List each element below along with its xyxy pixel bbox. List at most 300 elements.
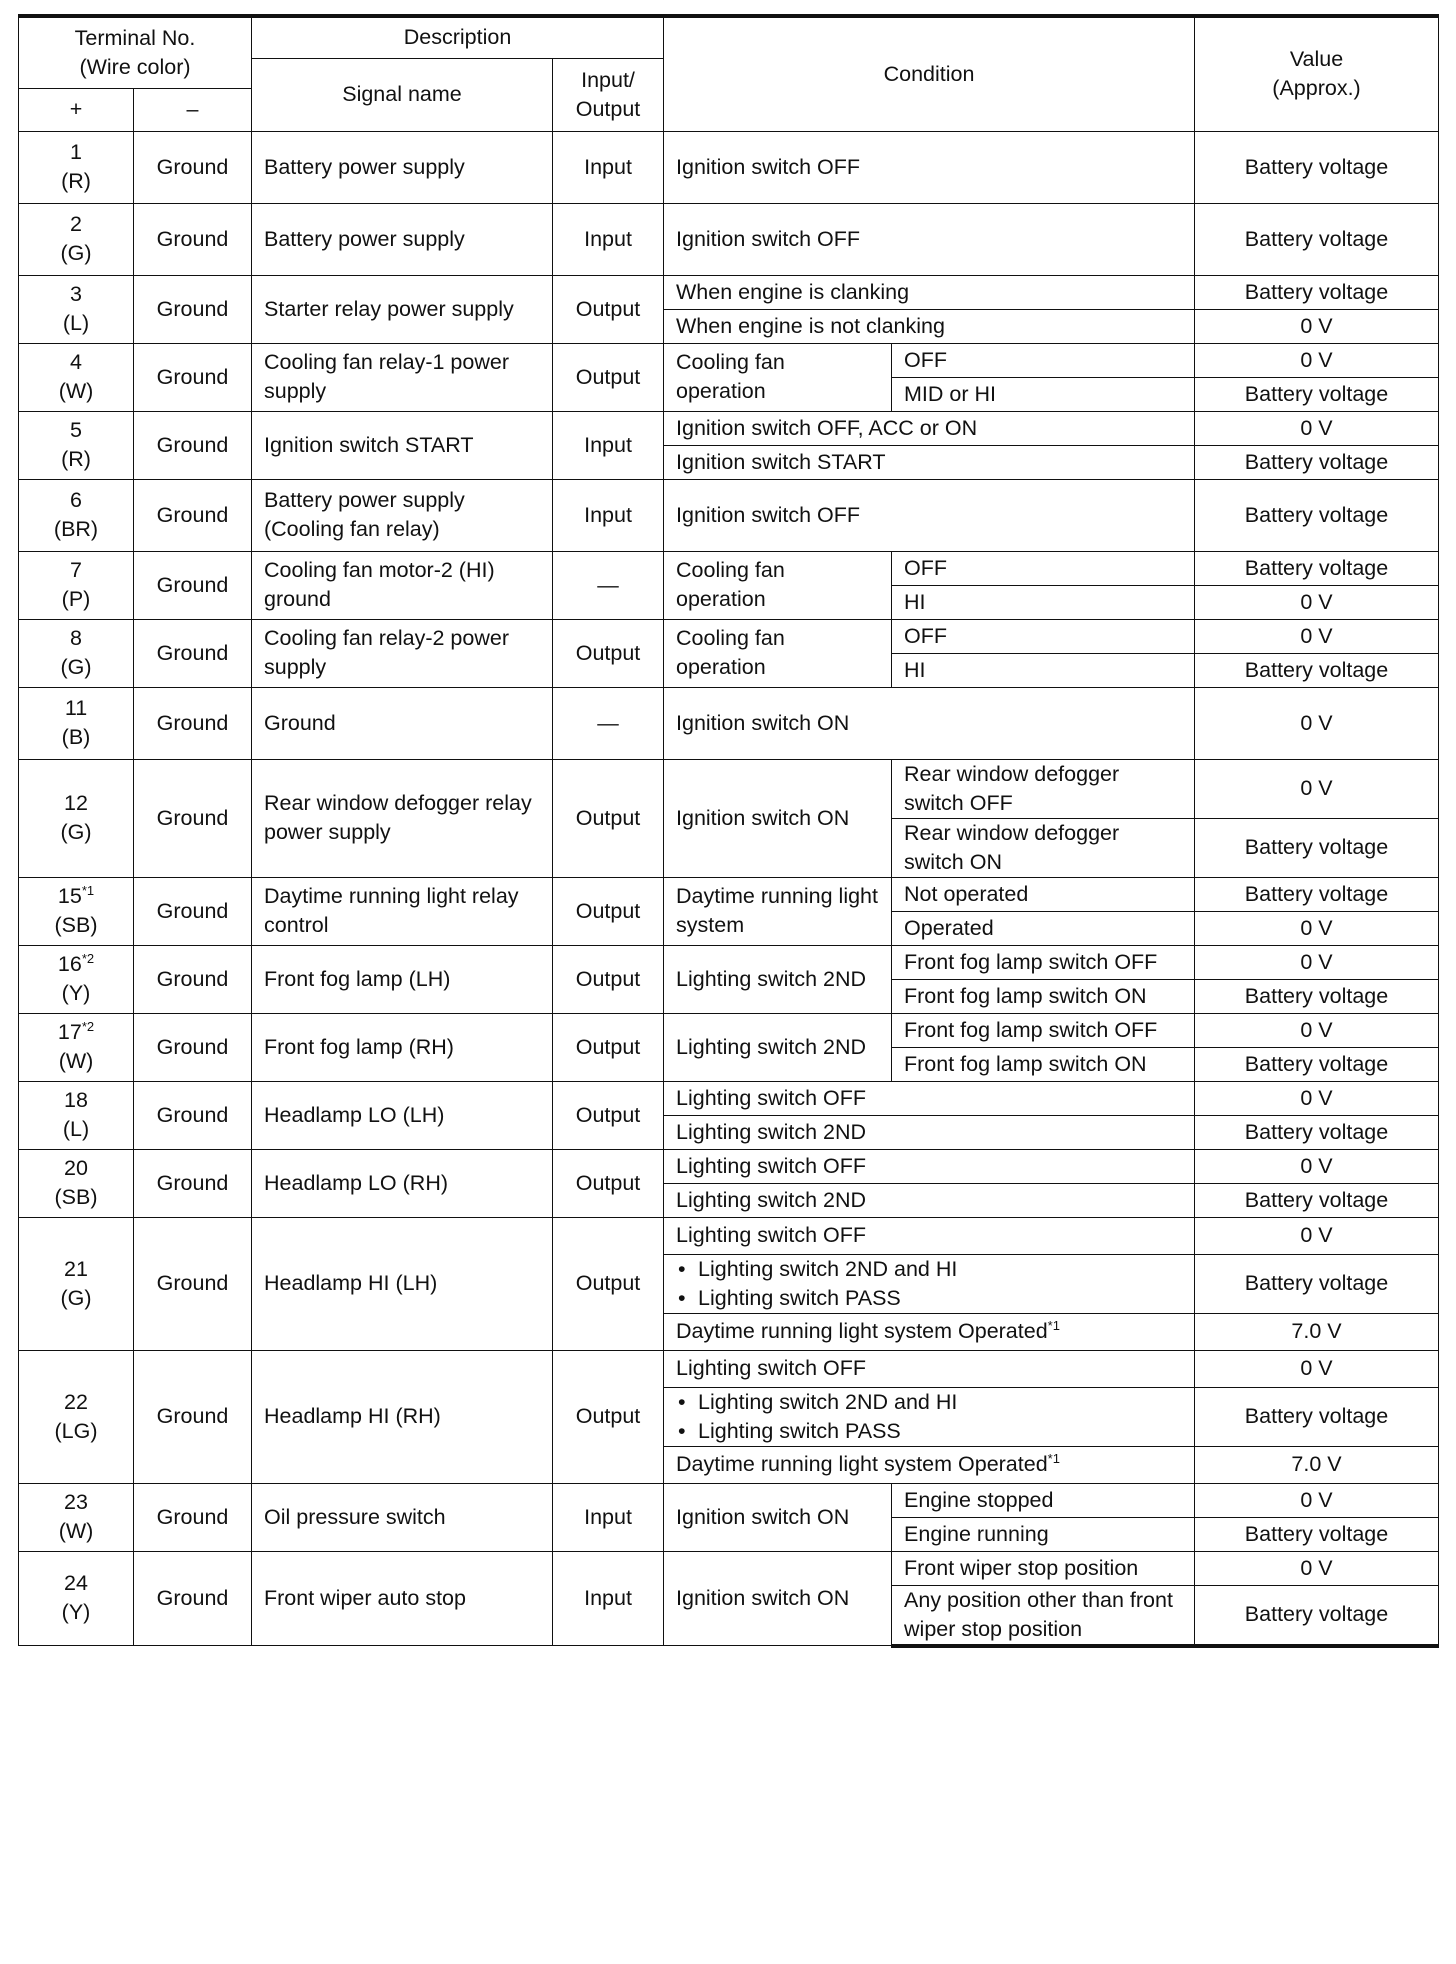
- wire-color: (G): [60, 820, 92, 844]
- negative-cell: [134, 479, 252, 551]
- signal-name-cell: [252, 1483, 553, 1551]
- sub-condition-cell: [892, 1013, 1195, 1047]
- condition: Lighting switch 2ND: [676, 1187, 867, 1212]
- sub-condition-cell: [892, 585, 1195, 619]
- terminal-number: 15: [57, 884, 82, 908]
- sub-condition-cell: [892, 1585, 1195, 1646]
- signal-name: Battery power supply: [264, 154, 465, 179]
- signal-name: Rear window defogger relay power supply: [264, 791, 532, 844]
- signal-name-cell: [252, 945, 553, 1013]
- terminal-cell: [19, 1149, 134, 1217]
- input-output-cell: [553, 1081, 664, 1149]
- table-row: [19, 1483, 1439, 1517]
- sub-condition: HI: [904, 589, 926, 614]
- value: Battery voltage: [1244, 983, 1389, 1008]
- wire-color: (L): [62, 1117, 90, 1141]
- negative-terminal: Ground: [156, 710, 229, 735]
- signal-name: Front fog lamp (LH): [264, 966, 451, 991]
- input-output: Input: [584, 502, 632, 527]
- signal-name: Headlamp LO (LH): [264, 1102, 445, 1127]
- value-cell: [1195, 275, 1439, 309]
- signal-name-cell: [252, 877, 553, 945]
- signal-name-cell: [252, 343, 553, 411]
- wire-color: (W): [58, 1049, 94, 1073]
- condition-cell: [664, 1446, 1195, 1483]
- value-cell: [1195, 343, 1439, 377]
- input-output: Input: [584, 1504, 632, 1529]
- value: 7.0 V: [1291, 1452, 1342, 1476]
- condition-bullet: • Lighting switch 2ND and HI: [676, 1255, 1182, 1284]
- sub-condition: HI: [904, 657, 926, 682]
- signal-name: Headlamp LO (RH): [264, 1170, 448, 1195]
- value: Battery voltage: [1244, 881, 1389, 906]
- condition-footnote: *1: [1047, 1317, 1060, 1333]
- value: Battery voltage: [1244, 657, 1389, 682]
- sub-condition: Front fog lamp switch OFF: [904, 1017, 1158, 1042]
- header-condition: Condition: [664, 16, 1195, 131]
- condition-group-cell: [664, 759, 892, 877]
- sub-condition-cell: [892, 551, 1195, 585]
- value: Battery voltage: [1244, 226, 1389, 251]
- value-cell: [1195, 585, 1439, 619]
- negative-cell: [134, 1551, 252, 1646]
- header-value-label: Value: [1289, 47, 1344, 72]
- negative-cell: [134, 203, 252, 275]
- sub-condition-cell: [892, 619, 1195, 653]
- table-row: [19, 1217, 1439, 1254]
- negative-terminal: Ground: [156, 364, 229, 389]
- value: Battery voltage: [1244, 835, 1389, 859]
- value-cell: [1195, 1387, 1439, 1446]
- condition-group: Ignition switch ON: [676, 805, 850, 830]
- condition-cell: [664, 1387, 1195, 1446]
- negative-cell: [134, 343, 252, 411]
- value: 7.0 V: [1291, 1319, 1342, 1343]
- value-cell: [1195, 479, 1439, 551]
- signal-name-cell: [252, 687, 553, 759]
- condition-cell: [664, 1313, 1195, 1350]
- table-row: [19, 1551, 1439, 1585]
- condition-cell: [664, 1115, 1195, 1149]
- terminal-number: 8: [70, 626, 82, 650]
- condition-cell: [664, 1350, 1195, 1387]
- signal-name-cell: [252, 1551, 553, 1646]
- value-cell: [1195, 1149, 1439, 1183]
- input-output: Output: [575, 1271, 641, 1295]
- header-value: [1195, 16, 1439, 131]
- table-row: [19, 1081, 1439, 1115]
- value: 0 V: [1300, 776, 1333, 800]
- negative-cell: [134, 945, 252, 1013]
- negative-terminal: Ground: [156, 1271, 229, 1295]
- sub-condition: Any position other than front wiper stop position: [904, 1587, 1173, 1641]
- sub-condition: MID or HI: [904, 381, 996, 406]
- input-output-cell: [553, 759, 664, 877]
- signal-name: Headlamp HI (RH): [264, 1404, 441, 1428]
- signal-name-cell: [252, 203, 553, 275]
- value: 0 V: [1300, 313, 1333, 338]
- sub-condition-cell: [892, 1551, 1195, 1585]
- terminal-cell: [19, 479, 134, 551]
- negative-terminal: Ground: [156, 502, 229, 527]
- negative-terminal: Ground: [156, 640, 229, 665]
- terminal-cell: [19, 411, 134, 479]
- condition-group: Cooling fan operation: [676, 350, 785, 403]
- terminal-cell: [19, 131, 134, 203]
- wire-color: (W): [58, 379, 94, 403]
- table-row: [19, 1013, 1439, 1047]
- value-cell: [1195, 687, 1439, 759]
- signal-name: Starter relay power supply: [264, 296, 514, 321]
- signal-name: Front wiper auto stop: [264, 1585, 466, 1610]
- terminal-cell: [19, 877, 134, 945]
- signal-name-cell: [252, 1081, 553, 1149]
- sub-condition-cell: [892, 1483, 1195, 1517]
- header-approx-label: (Approx.): [1272, 76, 1361, 101]
- value: 0 V: [1300, 589, 1333, 614]
- condition-group-cell: [664, 1483, 892, 1551]
- input-output-cell: [553, 1217, 664, 1350]
- input-output: Output: [575, 640, 641, 665]
- table-row: [19, 479, 1439, 551]
- table-row: [19, 619, 1439, 653]
- sub-condition: Front fog lamp switch OFF: [904, 949, 1158, 974]
- condition-bullet: • Lighting switch 2ND and HI: [676, 1388, 1182, 1417]
- condition: Lighting switch 2ND: [676, 1119, 867, 1144]
- value-cell: [1195, 1081, 1439, 1115]
- header-input-output: Input/ Output: [553, 58, 664, 131]
- condition: When engine is not clanking: [676, 313, 945, 338]
- input-output-cell: [553, 275, 664, 343]
- terminal-number: 1: [70, 140, 82, 164]
- condition: Ignition switch OFF, ACC or ON: [676, 415, 978, 440]
- condition-cell: [664, 1149, 1195, 1183]
- negative-terminal: Ground: [156, 1034, 229, 1059]
- wire-color: (Y): [61, 1600, 91, 1625]
- input-output: Output: [575, 898, 641, 923]
- signal-name-cell: [252, 131, 553, 203]
- value-cell: [1195, 945, 1439, 979]
- condition-cell: [664, 131, 1195, 203]
- value: Battery voltage: [1244, 1051, 1389, 1076]
- negative-terminal: Ground: [156, 296, 229, 321]
- condition-cell: [664, 275, 1195, 309]
- terminal-cell: [19, 687, 134, 759]
- input-output: Output: [575, 364, 641, 389]
- terminal-cell: [19, 551, 134, 619]
- input-output-cell: [553, 479, 664, 551]
- value-cell: [1195, 979, 1439, 1013]
- table-row: [19, 877, 1439, 911]
- condition-group-cell: [664, 945, 892, 1013]
- value: Battery voltage: [1244, 1119, 1389, 1144]
- value-cell: [1195, 203, 1439, 275]
- input-output-cell: [553, 619, 664, 687]
- terminal-number: 5: [70, 418, 82, 442]
- input-output: —: [597, 572, 619, 597]
- value: 0 V: [1300, 949, 1333, 974]
- sub-condition: Engine running: [904, 1521, 1049, 1546]
- value-cell: [1195, 1013, 1439, 1047]
- sub-condition: OFF: [904, 623, 948, 648]
- input-output-cell: [553, 411, 664, 479]
- negative-cell: [134, 1483, 252, 1551]
- terminal-cell: [19, 1013, 134, 1081]
- value: Battery voltage: [1244, 502, 1389, 527]
- value-cell: [1195, 1483, 1439, 1517]
- condition-footnote: *1: [1047, 1450, 1060, 1466]
- terminal-cell: [19, 759, 134, 877]
- value: 0 V: [1300, 623, 1333, 648]
- signal-name-cell: [252, 1013, 553, 1081]
- condition: Lighting switch OFF: [676, 1356, 866, 1380]
- signal-name: Cooling fan relay-1 power supply: [264, 350, 509, 403]
- value-cell: [1195, 377, 1439, 411]
- negative-terminal: Ground: [156, 966, 229, 991]
- sub-condition: Not operated: [904, 881, 1029, 906]
- value: 0 V: [1300, 347, 1333, 372]
- terminal-cell: [19, 275, 134, 343]
- negative-cell: [134, 1149, 252, 1217]
- terminal-cell: [19, 1081, 134, 1149]
- signal-name-cell: [252, 1149, 553, 1217]
- condition: Lighting switch OFF: [676, 1085, 866, 1110]
- terminal-cell: [19, 203, 134, 275]
- condition-group-cell: [664, 343, 892, 411]
- value-cell: [1195, 1115, 1439, 1149]
- value: Battery voltage: [1244, 1404, 1389, 1428]
- table-row: [19, 1350, 1439, 1387]
- terminal-table: [18, 14, 1439, 1648]
- input-output-cell: [553, 1149, 664, 1217]
- sub-condition-cell: [892, 1047, 1195, 1081]
- negative-terminal: Ground: [156, 226, 229, 251]
- condition: Ignition switch OFF: [676, 226, 861, 251]
- condition-group-cell: [664, 551, 892, 619]
- condition: When engine is clanking: [676, 279, 910, 304]
- signal-name-cell: [252, 275, 553, 343]
- value-cell: [1195, 445, 1439, 479]
- header-terminal-no: [19, 16, 252, 88]
- terminal-number: 21: [64, 1256, 88, 1281]
- value-cell: [1195, 1254, 1439, 1313]
- value-cell: [1195, 1313, 1439, 1350]
- input-output: —: [597, 710, 619, 735]
- condition: Lighting switch OFF: [676, 1223, 866, 1247]
- value: Battery voltage: [1244, 1521, 1389, 1546]
- sub-condition: Front fog lamp switch ON: [904, 983, 1147, 1008]
- condition-cell: [664, 479, 1195, 551]
- wire-color: (R): [61, 447, 91, 471]
- table-row: [19, 759, 1439, 818]
- negative-terminal: Ground: [156, 1585, 229, 1610]
- wire-color: (G): [60, 241, 92, 265]
- input-output: Output: [575, 1034, 641, 1059]
- condition: Lighting switch OFF: [676, 1153, 866, 1178]
- negative-terminal: Ground: [156, 154, 229, 179]
- wire-color: (LG): [54, 1418, 98, 1443]
- value-cell: [1195, 1217, 1439, 1254]
- terminal-footnote: *1: [81, 882, 95, 898]
- input-output: Output: [575, 805, 641, 830]
- condition-bullet: • Lighting switch PASS: [676, 1417, 1182, 1446]
- negative-cell: [134, 687, 252, 759]
- sub-condition-cell: [892, 653, 1195, 687]
- negative-terminal: Ground: [156, 1170, 229, 1195]
- value: Battery voltage: [1244, 279, 1389, 304]
- condition-group-cell: [664, 1551, 892, 1646]
- value: 0 V: [1300, 415, 1333, 440]
- signal-name: Battery power supply (Cooling fan relay): [264, 488, 465, 541]
- wire-color: (W): [58, 1519, 94, 1543]
- signal-name: Ignition switch START: [264, 432, 474, 457]
- header-minus: –: [134, 88, 252, 131]
- wire-color: (SB): [54, 913, 98, 937]
- input-output-cell: [553, 687, 664, 759]
- signal-name: Cooling fan relay-2 power supply: [264, 626, 509, 679]
- input-output: Input: [584, 432, 632, 457]
- wire-color: (BR): [53, 517, 99, 541]
- value-cell: [1195, 1350, 1439, 1387]
- value-cell: [1195, 759, 1439, 818]
- sub-condition-cell: [892, 911, 1195, 945]
- input-output: Output: [575, 1170, 641, 1195]
- table-row: [19, 203, 1439, 275]
- negative-terminal: Ground: [156, 572, 229, 597]
- value: Battery voltage: [1244, 449, 1389, 474]
- value-cell: [1195, 309, 1439, 343]
- terminal-number: 11: [64, 696, 88, 720]
- sub-condition: Front fog lamp switch ON: [904, 1051, 1147, 1076]
- value: 0 V: [1300, 710, 1333, 735]
- value-cell: [1195, 877, 1439, 911]
- value: Battery voltage: [1244, 154, 1389, 179]
- input-output: Input: [584, 1585, 632, 1610]
- signal-name: Battery power supply: [264, 226, 465, 251]
- terminal-number: 22: [64, 1389, 88, 1414]
- sub-condition: OFF: [904, 555, 948, 580]
- condition: Ignition switch OFF: [676, 154, 861, 179]
- value-cell: [1195, 1183, 1439, 1217]
- signal-name: Cooling fan motor-2 (HI) ground: [264, 558, 495, 611]
- sub-condition-cell: [892, 759, 1195, 818]
- signal-name: Front fog lamp (RH): [264, 1034, 454, 1059]
- input-output: Input: [584, 154, 632, 179]
- negative-cell: [134, 1217, 252, 1350]
- input-output-cell: [553, 1551, 664, 1646]
- value: 0 V: [1300, 1356, 1333, 1380]
- sub-condition-cell: [892, 945, 1195, 979]
- condition: Daytime running light system Operated: [676, 1319, 1048, 1343]
- negative-cell: [134, 759, 252, 877]
- terminal-number: 2: [70, 212, 82, 236]
- input-output: Output: [575, 966, 641, 991]
- signal-name: Oil pressure switch: [264, 1504, 446, 1529]
- input-output-cell: [553, 1013, 664, 1081]
- sub-condition-cell: [892, 343, 1195, 377]
- value: 0 V: [1300, 1153, 1333, 1178]
- condition: Ignition switch START: [676, 449, 886, 474]
- condition-cell: [664, 687, 1195, 759]
- wire-color: (G): [60, 1285, 92, 1310]
- value-cell: [1195, 1047, 1439, 1081]
- wire-color: (B): [61, 725, 91, 749]
- header-plus: +: [19, 88, 134, 131]
- input-output: Output: [575, 296, 641, 321]
- signal-name-cell: [252, 759, 553, 877]
- value-cell: [1195, 411, 1439, 445]
- terminal-number: 12: [64, 791, 88, 815]
- sub-condition: OFF: [904, 347, 948, 372]
- terminal-number: 17: [57, 1020, 82, 1044]
- value: 0 V: [1300, 915, 1333, 940]
- condition-cell: [664, 1254, 1195, 1313]
- signal-name: Headlamp HI (LH): [264, 1271, 438, 1295]
- condition-group: Ignition switch ON: [676, 1585, 850, 1610]
- wire-color: (R): [61, 169, 91, 193]
- input-output: Output: [575, 1404, 641, 1428]
- negative-cell: [134, 411, 252, 479]
- condition-bullet: • Lighting switch PASS: [676, 1284, 1182, 1313]
- terminal-cell: [19, 945, 134, 1013]
- value: Battery voltage: [1244, 555, 1389, 580]
- terminal-footnote: *2: [81, 950, 95, 966]
- terminal-number: 7: [70, 558, 82, 582]
- negative-cell: [134, 619, 252, 687]
- table-body: [19, 131, 1439, 1646]
- input-output-cell: [553, 203, 664, 275]
- terminal-number: 3: [70, 282, 82, 306]
- terminal-cell: [19, 1551, 134, 1646]
- header-terminal-no-label: Terminal No.: [74, 25, 196, 50]
- signal-name: Daytime running light relay control: [264, 884, 519, 937]
- terminal-number: 24: [64, 1571, 88, 1596]
- negative-terminal: Ground: [156, 1102, 229, 1127]
- condition: Ignition switch ON: [676, 710, 850, 735]
- signal-name-cell: [252, 1350, 553, 1483]
- value-cell: [1195, 619, 1439, 653]
- value-cell: [1195, 1517, 1439, 1551]
- input-output-cell: [553, 877, 664, 945]
- condition-cell: [664, 1081, 1195, 1115]
- table-row: [19, 275, 1439, 309]
- value-cell: [1195, 653, 1439, 687]
- sub-condition: Operated: [904, 915, 994, 940]
- input-output-cell: [553, 1350, 664, 1483]
- condition-cell: [664, 309, 1195, 343]
- condition-group-cell: [664, 619, 892, 687]
- negative-cell: [134, 131, 252, 203]
- table-row: [19, 551, 1439, 585]
- condition-cell: [664, 1217, 1195, 1254]
- value: Battery voltage: [1244, 1602, 1389, 1626]
- sub-condition-cell: [892, 877, 1195, 911]
- condition-group: Daytime running light system: [676, 884, 878, 937]
- value-cell: [1195, 818, 1439, 877]
- negative-terminal: Ground: [156, 898, 229, 923]
- condition-bullets: [676, 1388, 1182, 1446]
- input-output-cell: [553, 131, 664, 203]
- table-row: [19, 1149, 1439, 1183]
- negative-terminal: Ground: [156, 805, 229, 830]
- value: 0 V: [1300, 1223, 1333, 1247]
- wire-color: (G): [60, 655, 92, 679]
- terminal-number: 23: [64, 1490, 88, 1514]
- value: Battery voltage: [1244, 1187, 1389, 1212]
- signal-name-cell: [252, 551, 553, 619]
- negative-cell: [134, 877, 252, 945]
- terminal-number: 4: [70, 350, 82, 374]
